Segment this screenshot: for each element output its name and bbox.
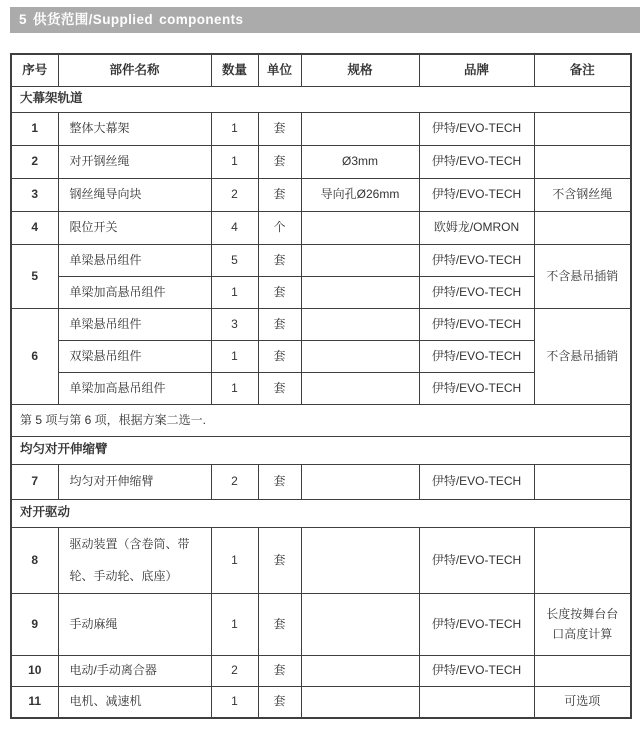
cell-spec (301, 464, 419, 499)
cell-serial: 5 (11, 244, 58, 308)
cell-brand: 伊特/EVO-TECH (419, 464, 534, 499)
header-part-name: 部件名称 (58, 54, 211, 86)
cell-serial: 1 (11, 112, 58, 145)
cell-spec (301, 686, 419, 718)
table-row (11, 686, 631, 718)
cell-serial: 6 (11, 308, 58, 404)
cell-brand: 伊特/EVO-TECH (419, 655, 534, 686)
cell-unit: 套 (258, 340, 301, 372)
cell-note (534, 211, 631, 244)
cell-part-name: 电动/手动离合器 (58, 655, 211, 686)
cell-note (534, 464, 631, 499)
cell-unit: 套 (258, 145, 301, 178)
cell-unit: 套 (258, 655, 301, 686)
cell-part-name: 对开钢丝绳 (58, 145, 211, 178)
cell-serial: 3 (11, 178, 58, 211)
cell-part-name: 手动麻绳 (58, 593, 211, 655)
cell-note: 不含钢丝绳 (534, 178, 631, 211)
table-row-group5-sub1 (11, 244, 631, 276)
table-row-group6-sub1 (11, 308, 631, 340)
cell-quantity: 1 (211, 145, 258, 178)
cell-unit: 套 (258, 372, 301, 404)
supplied-components-table (10, 53, 632, 719)
cell-unit: 套 (258, 464, 301, 499)
section-heading: 5 供货范围/Supplied components (10, 7, 640, 33)
cell-quantity: 1 (211, 372, 258, 404)
cell-serial: 2 (11, 145, 58, 178)
cell-quantity: 5 (211, 244, 258, 276)
header-serial: 序号 (11, 54, 58, 86)
cell-brand: 伊特/EVO-TECH (419, 145, 534, 178)
table-row (11, 178, 631, 211)
cell-quantity: 2 (211, 178, 258, 211)
section-label: 均匀对开伸缩臂 (11, 436, 631, 464)
cell-spec (301, 244, 419, 276)
table-header-row (11, 54, 631, 86)
cell-serial: 11 (11, 686, 58, 718)
cell-brand: 伊特/EVO-TECH (419, 308, 534, 340)
table-row (11, 112, 631, 145)
cell-brand: 伊特/EVO-TECH (419, 244, 534, 276)
cell-unit: 套 (258, 112, 301, 145)
cell-quantity: 1 (211, 112, 258, 145)
cell-spec: Ø3mm (301, 145, 419, 178)
section-label: 大幕架轨道 (11, 86, 631, 112)
cell-brand: 伊特/EVO-TECH (419, 112, 534, 145)
cell-note (534, 655, 631, 686)
cell-spec (301, 112, 419, 145)
cell-brand: 伊特/EVO-TECH (419, 340, 534, 372)
cell-quantity: 4 (211, 211, 258, 244)
table-row (11, 145, 631, 178)
cell-serial: 9 (11, 593, 58, 655)
cell-serial: 10 (11, 655, 58, 686)
cell-brand: 伊特/EVO-TECH (419, 276, 534, 308)
cell-serial: 7 (11, 464, 58, 499)
cell-part-name: 单梁悬吊组件 (58, 308, 211, 340)
header-spec: 规格 (301, 54, 419, 86)
cell-serial: 8 (11, 527, 58, 593)
cell-quantity: 3 (211, 308, 258, 340)
cell-unit: 套 (258, 593, 301, 655)
header-brand: 品牌 (419, 54, 534, 86)
cell-spec (301, 655, 419, 686)
section-row-track (11, 86, 631, 112)
cell-part-name: 单梁加高悬吊组件 (58, 276, 211, 308)
table-row (11, 655, 631, 686)
cell-note: 长度按舞台台口高度计算 (534, 593, 631, 655)
cell-part-name: 钢丝绳导向块 (58, 178, 211, 211)
cell-unit: 套 (258, 276, 301, 308)
cell-unit: 套 (258, 178, 301, 211)
cell-note: 不含悬吊插销 (534, 308, 631, 404)
cell-unit: 套 (258, 686, 301, 718)
cell-part-name: 驱动装置（含卷筒、带轮、手动轮、底座） (58, 527, 211, 593)
cell-unit: 个 (258, 211, 301, 244)
section-row-drive (11, 499, 631, 527)
cell-note: 可选项 (534, 686, 631, 718)
cell-spec (301, 308, 419, 340)
cell-note (534, 527, 631, 593)
cell-quantity: 2 (211, 464, 258, 499)
header-unit: 单位 (258, 54, 301, 86)
cell-part-name: 单梁加高悬吊组件 (58, 372, 211, 404)
header-quantity: 数量 (211, 54, 258, 86)
cell-part-name: 限位开关 (58, 211, 211, 244)
cell-note: 不含悬吊插销 (534, 244, 631, 308)
cell-brand: 欧姆龙/OMRON (419, 211, 534, 244)
cell-unit: 套 (258, 308, 301, 340)
cell-spec (301, 372, 419, 404)
cell-part-name: 双梁悬吊组件 (58, 340, 211, 372)
cell-spec (301, 276, 419, 308)
section-row-arm (11, 436, 631, 464)
table-row (11, 464, 631, 499)
cell-spec (301, 593, 419, 655)
cell-quantity: 1 (211, 340, 258, 372)
cell-note (534, 145, 631, 178)
cell-part-name: 整体大幕架 (58, 112, 211, 145)
section-label: 对开驱动 (11, 499, 631, 527)
table-row (11, 211, 631, 244)
cell-quantity: 1 (211, 527, 258, 593)
cell-brand: 伊特/EVO-TECH (419, 372, 534, 404)
cell-serial: 4 (11, 211, 58, 244)
cell-brand (419, 686, 534, 718)
cell-unit: 套 (258, 527, 301, 593)
cell-note (534, 112, 631, 145)
cell-quantity: 1 (211, 276, 258, 308)
table-row (11, 593, 631, 655)
cell-brand: 伊特/EVO-TECH (419, 527, 534, 593)
cell-unit: 套 (258, 244, 301, 276)
cell-quantity: 1 (211, 686, 258, 718)
cell-spec: 导向孔Ø26mm (301, 178, 419, 211)
cell-part-name: 电机、减速机 (58, 686, 211, 718)
cell-spec (301, 340, 419, 372)
cell-quantity: 2 (211, 655, 258, 686)
cell-part-name: 均匀对开伸缩臂 (58, 464, 211, 499)
plan-note-text: 第 5 项与第 6 项，根据方案二选一. (11, 404, 631, 436)
cell-spec (301, 527, 419, 593)
cell-brand: 伊特/EVO-TECH (419, 593, 534, 655)
header-note: 备注 (534, 54, 631, 86)
cell-brand: 伊特/EVO-TECH (419, 178, 534, 211)
cell-part-name: 单梁悬吊组件 (58, 244, 211, 276)
plan-note-row (11, 404, 631, 436)
cell-quantity: 1 (211, 593, 258, 655)
cell-spec (301, 211, 419, 244)
table-row (11, 527, 631, 593)
